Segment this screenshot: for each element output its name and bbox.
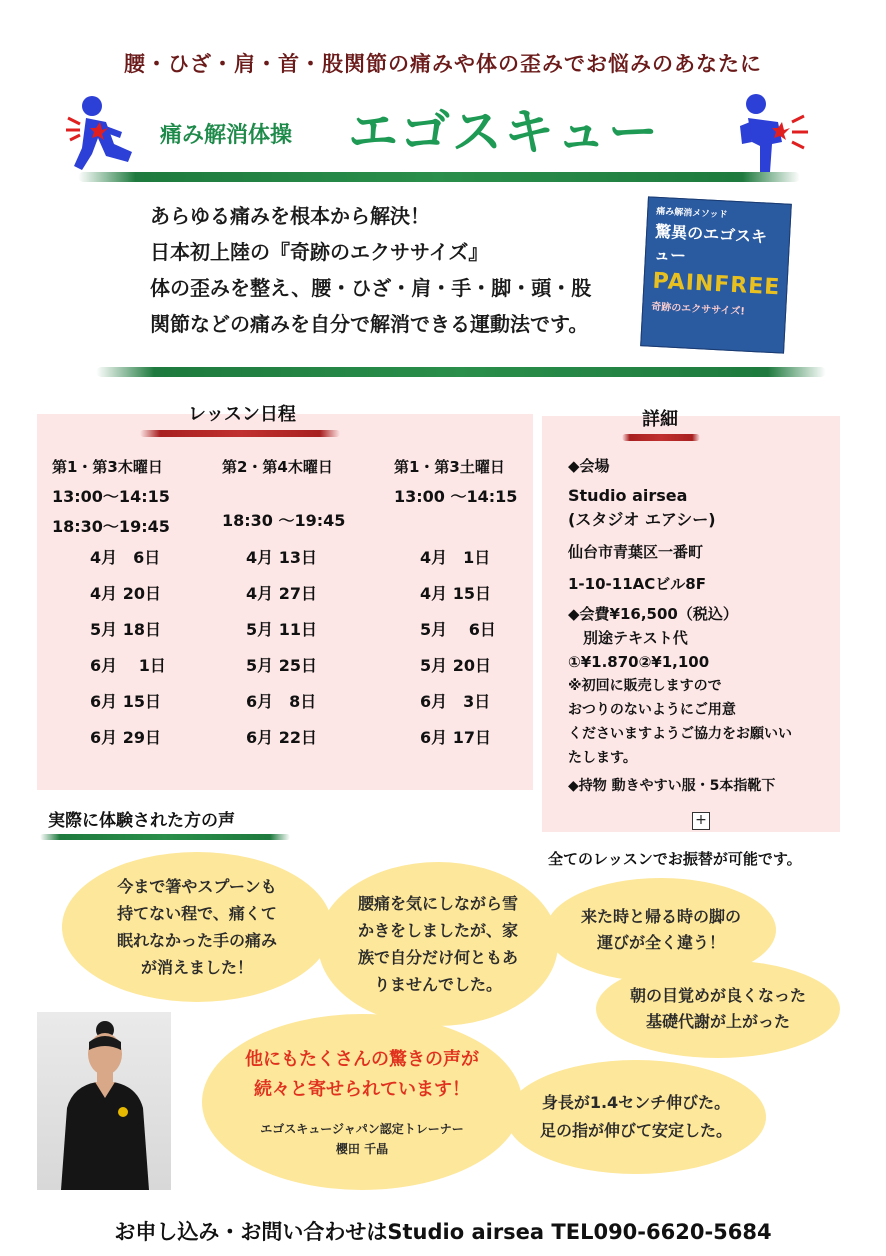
highlight-bubble <box>202 1014 522 1190</box>
testimonial-bubble <box>596 960 840 1058</box>
book-cover <box>640 196 792 353</box>
highlight-line: 続々と寄せられています！ <box>254 1079 470 1100</box>
time-slot: 13:00 〜14:15 <box>394 487 518 506</box>
subtitle: 痛み解消体操 <box>160 123 293 148</box>
intro-line: 日本初上陸の『奇跡のエクササイズ』 <box>150 240 489 264</box>
kneeling-pain-figure-icon <box>62 92 148 174</box>
details-heading: 詳細 <box>642 409 678 430</box>
date-item: 5月 25日 <box>246 656 317 675</box>
date-item: 4月 13日 <box>246 548 317 567</box>
date-item: 4月 1日 <box>420 548 491 567</box>
date-item: 6月 22日 <box>246 728 317 747</box>
bubble-line: 足の指が伸びて安定した。 <box>539 1121 732 1140</box>
intro-line: あらゆる痛みを根本から解決！ <box>150 204 430 228</box>
date-item: 6月 3日 <box>420 692 491 711</box>
contact-footer: お申し込み・お問い合わせはStudio airsea TEL090-6620-5684 <box>114 1220 772 1244</box>
schedule-column <box>222 452 345 536</box>
time-slot: 13:00〜14:15 <box>52 487 170 506</box>
voices-underline <box>40 834 290 840</box>
detail-line: おつりのないようにご用意 <box>568 702 736 718</box>
bubble-line: 朝の目覚めが良くなった <box>629 986 806 1005</box>
bubble-line: 持てない程で、痛くて <box>117 904 277 923</box>
bubble-line: 腰痛を気にしながら雪 <box>357 894 518 913</box>
date-item: 6月 15日 <box>90 692 161 711</box>
date-item: 6月 29日 <box>90 728 161 747</box>
bubble-line: 来た時と帰る時の脚の <box>580 907 741 926</box>
column-header: 第2・第4木曜日 <box>222 458 333 476</box>
tagline: 腰・ひざ・肩・首・股関節の痛みや体の歪みでお悩みのあなたに <box>124 52 762 76</box>
details-text <box>568 454 838 798</box>
date-item: 4月 27日 <box>246 584 317 603</box>
column-header: 第1・第3木曜日 <box>52 458 163 476</box>
detail-line: ①¥1.870②¥1,100 <box>568 653 710 671</box>
date-item: 4月 15日 <box>420 584 491 603</box>
date-item: 6月 17日 <box>420 728 491 747</box>
detail-line: ◆会費¥16,500（税込） <box>568 605 738 623</box>
back-pain-figure-icon <box>728 92 814 174</box>
bubble-line: 基礎代謝が上がった <box>645 1012 790 1031</box>
detail-line: Studio airsea <box>568 486 688 505</box>
detail-line: ◆持物 動きやすい服・5本指靴下 <box>568 778 776 794</box>
date-item: 5月 6日 <box>420 620 496 639</box>
date-item: 4月 20日 <box>90 584 161 603</box>
date-list <box>246 540 317 756</box>
detail-line: ※初回に販売しますので <box>568 678 722 694</box>
date-item: 4月 6日 <box>90 548 161 567</box>
schedule-column <box>52 452 170 542</box>
bubble-line: 今まで箸やスプーンも <box>117 877 277 896</box>
book-line: PAINFREE <box>651 268 781 301</box>
highlight-line: 他にもたくさんの驚きの声が <box>245 1049 479 1070</box>
detail-line: 1-10-11ACビル8F <box>568 575 706 593</box>
bubble-line: 運びが全く違う！ <box>596 933 725 952</box>
intro-line: 体の歪みを整え、腰・ひざ・肩・手・脚・頭・股 <box>150 276 592 300</box>
testimonial-bubble <box>506 1060 766 1174</box>
trainer-title: エゴスキュージャパン認定トレーナー <box>260 1122 464 1136</box>
detail-line: ◆会場 <box>568 457 610 475</box>
bubble-line: 身長が1.4センチ伸びた。 <box>541 1093 731 1112</box>
testimonial-bubble <box>318 862 558 1026</box>
date-item: 6月 8日 <box>246 692 317 711</box>
plus-icon[interactable]: + <box>692 812 710 830</box>
detail-line: たします。 <box>568 750 637 766</box>
trainer-photo <box>37 1012 171 1190</box>
bubble-line: 眠れなかった手の痛み <box>116 931 277 950</box>
intro-line: 関節などの痛みを自分で解消できる運動法です。 <box>150 312 589 336</box>
detail-line: (スタジオ エアシー) <box>568 510 716 529</box>
date-item: 5月 18日 <box>90 620 161 639</box>
detail-line: 別途テキスト代 <box>568 629 688 647</box>
reschedule-note: 全てのレッスンでお振替が可能です。 <box>548 850 802 868</box>
schedule-heading: レッスン日程 <box>188 404 296 425</box>
book-line: 奇跡のエクササイズ! <box>650 301 746 318</box>
column-header: 第1・第3土曜日 <box>394 458 505 476</box>
bubble-line: 族で自分だけ何ともあ <box>357 948 518 967</box>
intro-text <box>150 198 591 342</box>
date-list <box>420 540 496 756</box>
detail-line: 仙台市青葉区一番町 <box>568 543 704 561</box>
testimonial-bubble <box>62 852 332 1002</box>
page-title: エゴスキュー <box>348 103 660 161</box>
date-list <box>90 540 166 756</box>
divider-brush <box>78 172 800 182</box>
date-item: 5月 11日 <box>246 620 317 639</box>
detail-line: くださいますようご協力をお願いい <box>568 726 792 742</box>
trainer-name: 櫻田 千晶 <box>335 1142 389 1156</box>
voices-heading: 実際に体験された方の声 <box>48 811 235 831</box>
trainer-silhouette-icon <box>37 1012 171 1190</box>
divider-brush <box>96 367 826 377</box>
book-line: 痛み解消メソッド <box>655 206 728 221</box>
bubble-line: かきをしましたが、家 <box>357 921 518 940</box>
book-line: 驚異のエゴスキュー <box>653 221 768 266</box>
time-slot: 18:30〜19:45 <box>52 517 170 536</box>
schedule-column <box>394 452 517 512</box>
date-item: 6月 1日 <box>90 656 166 675</box>
schedule-underline <box>140 430 340 437</box>
details-underline <box>622 434 700 441</box>
date-item: 5月 20日 <box>420 656 491 675</box>
bubble-line: が消えました！ <box>140 958 253 977</box>
time-slot: 18:30 〜19:45 <box>222 511 346 530</box>
bubble-line: りませんでした。 <box>373 975 502 994</box>
